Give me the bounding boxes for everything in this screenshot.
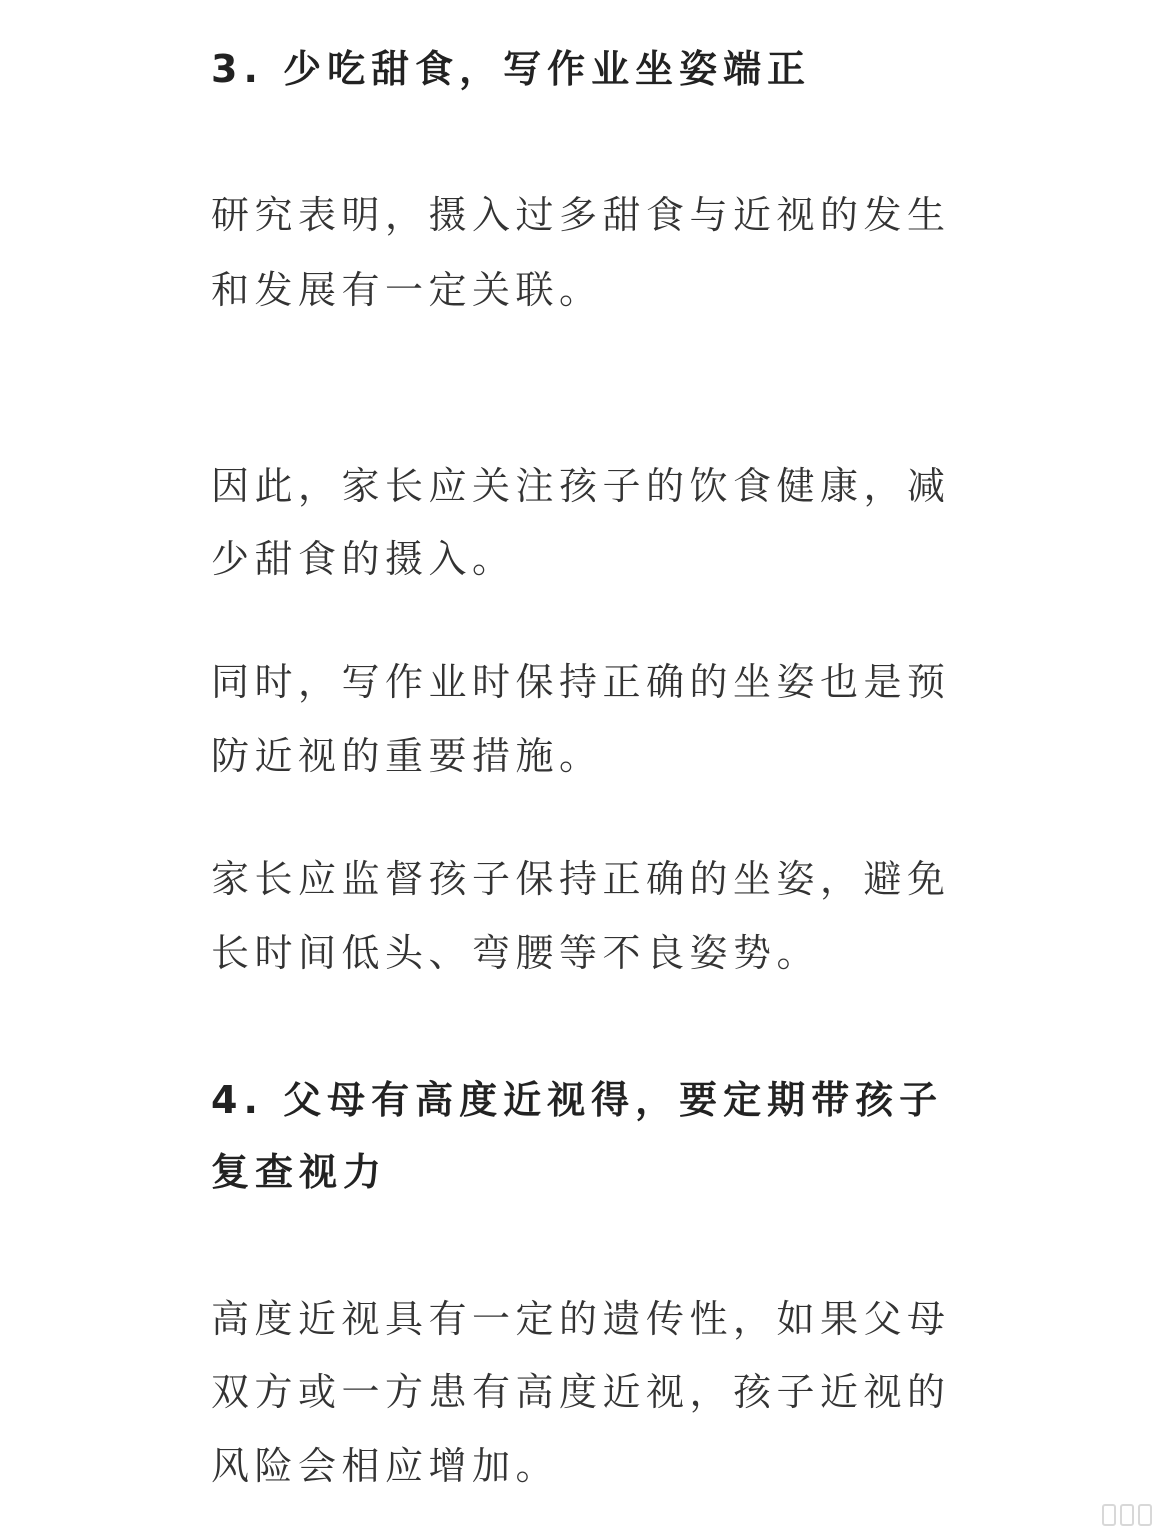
paragraph-line: 少甜食的摄入。 xyxy=(211,537,516,581)
paragraph-line: 长时间低头、弯腰等不良姿势。 xyxy=(211,931,821,975)
paragraph-line: 因此，家长应关注孩子的饮食健康，减 xyxy=(211,464,951,508)
paragraph-line: 研究表明，摄入过多甜食与近视的发生 xyxy=(211,193,951,237)
section-4-heading: 4. 父母有高度近视得，要定期带孩子 xyxy=(211,1078,944,1122)
section-4-heading: 复查视力 xyxy=(211,1150,388,1194)
paragraph-line: 风险会相应增加。 xyxy=(211,1444,560,1488)
watermark-glyph-icon xyxy=(1102,1504,1116,1526)
paragraph-line: 和发展有一定关联。 xyxy=(211,268,603,312)
watermark-glyph-icon xyxy=(1138,1504,1152,1526)
section-3-heading: 3. 少吃甜食，写作业坐姿端正 xyxy=(211,47,812,91)
paragraph-line: 家长应监督孩子保持正确的坐姿，避免 xyxy=(211,857,951,901)
paragraph-line: 双方或一方患有高度近视，孩子近视的 xyxy=(211,1370,951,1414)
paragraph-line: 同时，写作业时保持正确的坐姿也是预 xyxy=(211,660,951,704)
paragraph-line: 防近视的重要措施。 xyxy=(211,734,603,778)
paragraph-line: 高度近视具有一定的遗传性，如果父母 xyxy=(211,1297,951,1341)
watermark-logo xyxy=(1102,1504,1152,1526)
watermark-glyph-icon xyxy=(1120,1504,1134,1526)
